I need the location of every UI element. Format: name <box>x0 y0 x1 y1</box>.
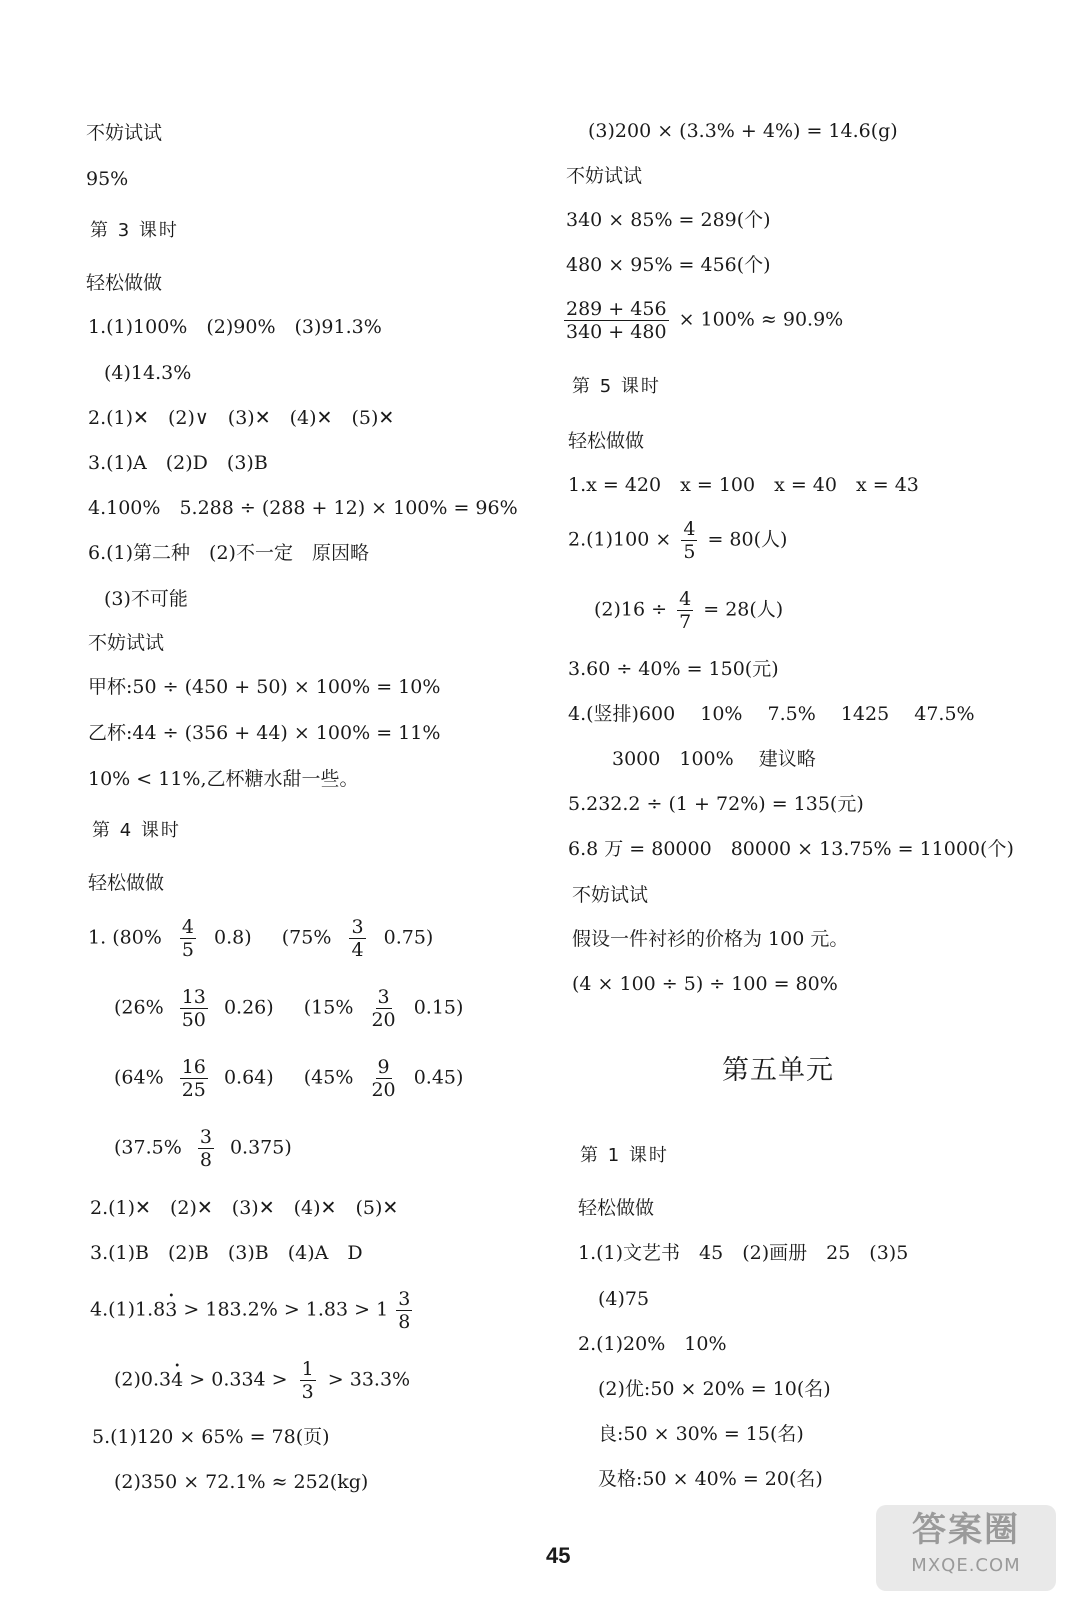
lesson-3-title: 第 3 课时 <box>90 220 179 241</box>
answer-line: 10% < 11%,乙杯糖水甜一些。 <box>88 768 359 790</box>
try-it-heading: 不妨试试 <box>86 122 163 144</box>
fraction-row: (26% $\frac{13}{50}$ 0.26) (15% $\frac{3}{20}$ 0.15) <box>114 986 464 1031</box>
answer-line: 假设一件衬衫的价格为 100 元。 <box>572 928 849 950</box>
answer-line: 340 × 85% = 289(个) <box>566 209 771 231</box>
answer-line: 2.(1)✕ (2)✕ (3)✕ (4)✕ (5)✕ <box>90 1197 399 1219</box>
easy-practice-heading: 轻松做做 <box>578 1197 655 1219</box>
answer-line: 480 × 95% = 456(个) <box>566 254 771 276</box>
fraction-line: 2.(1)100 × $\frac{4}{5}$ = 80(人) <box>568 518 788 563</box>
answer-line: (2)优:50 × 20% = 10(名) <box>598 1378 831 1400</box>
answer-line: 3000 100% 建议略 <box>612 748 816 770</box>
answer-line: 良:50 × 30% = 15(名) <box>598 1423 804 1445</box>
unit-5-title: 第五单元 <box>722 1055 834 1086</box>
watermark-text: 答案圈 <box>912 1510 1020 1550</box>
lesson-5-title: 第 5 课时 <box>572 376 661 397</box>
answer-line: (4)75 <box>598 1288 650 1310</box>
lesson-1-title: 第 1 课时 <box>580 1145 669 1166</box>
answer-line: (3)200 × (3.3% + 4%) = 14.6(g) <box>588 120 898 142</box>
answer-line: 4.(竖排)600 10% 7.5% 1425 47.5% <box>568 703 975 725</box>
comparison-line: 4.(1)1.8• 3 > 183.2% > 1.83 > 1 $\frac{3}{8}$ <box>90 1288 414 1333</box>
answer-line: 1.(1)100% (2)90% (3)91.3% <box>88 316 382 338</box>
answer-line: 5.(1)120 × 65% = 78(页) <box>92 1426 330 1448</box>
answer-line: (4)14.3% <box>104 362 192 384</box>
fraction-line: (2)16 ÷ $\frac{4}{7}$ = 28(人) <box>594 588 784 633</box>
try-it-heading: 不妨试试 <box>572 884 649 906</box>
answer-line: 1.x = 420 x = 100 x = 40 x = 43 <box>568 474 919 496</box>
comparison-line: (2)0.3• 4 > 0.334 > $\frac{1}{3}$ > 33.3% <box>114 1358 410 1403</box>
answer-line: (4 × 100 ÷ 5) ÷ 100 = 80% <box>572 973 838 995</box>
answer-line: 3.60 ÷ 40% = 150(元) <box>568 658 779 680</box>
answer-line: (3)不可能 <box>104 588 188 610</box>
repeating-digit: • 3 <box>165 1297 177 1323</box>
watermark-logo <box>876 1505 1056 1591</box>
answer-line: 6.8 万 = 80000 80000 × 13.75% = 11000(个) <box>568 838 1014 860</box>
answer-line: 3.(1)A (2)D (3)B <box>88 452 268 474</box>
answer-line: 及格:50 × 40% = 20(名) <box>598 1468 823 1490</box>
try-it-heading: 不妨试试 <box>566 165 643 187</box>
answer-line: 2.(1)20% 10% <box>578 1333 727 1355</box>
try-it-heading: 不妨试试 <box>88 632 165 654</box>
lesson-4-title: 第 4 课时 <box>92 820 181 841</box>
answer-95: 95% <box>86 168 129 190</box>
fraction-row: (37.5% $\frac{3}{8}$ 0.375) <box>114 1126 292 1171</box>
answer-line: 甲杯:50 ÷ (450 + 50) × 100% = 10% <box>88 676 441 698</box>
easy-practice-heading: 轻松做做 <box>88 872 165 894</box>
repeating-digit: • 4 <box>171 1367 183 1393</box>
answer-line: (2)350 × 72.1% ≈ 252(kg) <box>114 1471 369 1493</box>
answer-line: 2.(1)✕ (2)∨ (3)✕ (4)✕ (5)✕ <box>88 407 395 429</box>
answer-line: 5.232.2 ÷ (1 + 72%) = 135(元) <box>568 793 864 815</box>
answer-line: 4.100% 5.288 ÷ (288 + 12) × 100% = 96% <box>88 497 518 519</box>
fraction-line: $\frac{289 + 456}{340 + 480}$ × 100% ≈ 90.9% <box>566 298 844 343</box>
fraction-row: 1. (80% $\frac{4}{5}$ 0.8) (75% $\frac{3}{4}$ 0.75) <box>88 916 434 961</box>
answer-line: 6.(1)第二种 (2)不一定 原因略 <box>88 542 369 564</box>
answer-line: 乙杯:44 ÷ (356 + 44) × 100% = 11% <box>88 722 441 744</box>
fraction-row: (64% $\frac{16}{25}$ 0.64) (45% $\frac{9}{20}$ 0.45) <box>114 1056 464 1101</box>
watermark-url: MXQE.COM <box>911 1555 1021 1576</box>
answer-line: 3.(1)B (2)B (3)B (4)A D <box>90 1242 363 1264</box>
easy-practice-heading: 轻松做做 <box>568 430 645 452</box>
easy-practice-heading: 轻松做做 <box>86 272 163 294</box>
answer-line: 1.(1)文艺书 45 (2)画册 25 (3)5 <box>578 1242 909 1264</box>
page-number: 45 <box>546 1543 571 1568</box>
